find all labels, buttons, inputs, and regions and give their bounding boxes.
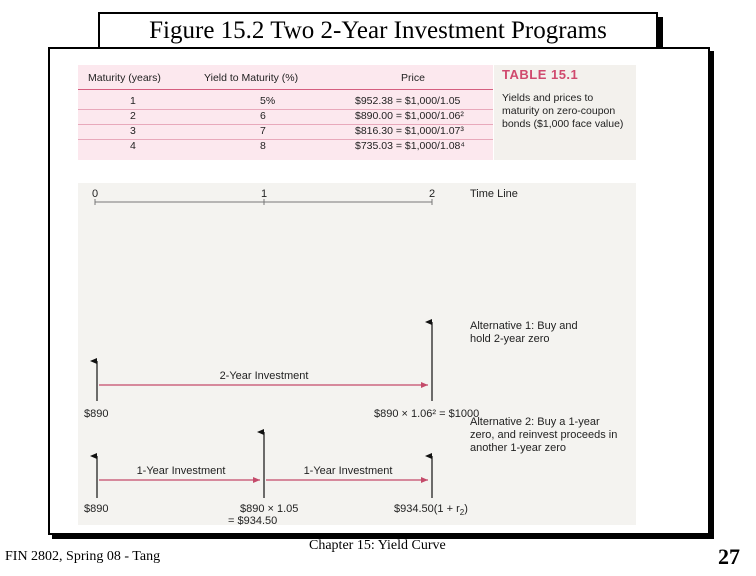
alt2-arrow2-label: 1-Year Investment [303,465,393,477]
cell-ytm: 8 [260,140,266,152]
header-ytm: Yield to Maturity (%) [204,72,299,84]
table-row [78,110,493,125]
cell-price: $735.03 = $1,000/1.08⁴ [355,140,465,152]
alt2-arrow1-label: 1-Year Investment [136,465,226,477]
footer-course: FIN 2802, Spring 08 - Tang [5,549,161,564]
table-row [78,125,493,140]
alt2-mid-value-line2: = $934.50 [228,515,278,527]
alt1-end-value: $890 × 1.06² = $1000 [374,408,480,420]
alt2-text-line1: Alternative 2: Buy a 1-year [470,416,600,428]
alt2-end-value: $934.50(1 + $r_2$) [394,503,468,517]
slide-title: Figure 15.2 Two 2-Year Investment Programs [98,12,658,50]
page-number: 27 [718,544,740,569]
alt2-mid-value-line1: $890 × 1.05 [240,503,299,515]
cell-ytm: 7 [260,125,266,137]
cell-maturity: 1 [130,95,136,107]
alt2-text-line2: zero, and reinvest proceeds in [470,429,618,441]
cell-maturity: 4 [130,140,136,152]
alt1-text-line1: Alternative 1: Buy and [470,320,578,332]
alt2-start-value: $890 [84,503,109,515]
alt1-start-value: $890 [84,408,109,420]
tick-label-1: 1 [260,188,268,200]
cell-price: $816.30 = $1,000/1.07³ [355,125,464,137]
alt1-arrow-label: 2-Year Investment [219,370,309,382]
table-row [78,140,493,154]
tick-label-0: 0 [91,188,99,200]
alt2-text-line3: another 1-year zero [470,442,566,454]
tick-label-2: 2 [428,188,436,200]
timeline-diagram [78,183,636,525]
yield-table [78,65,493,160]
footer-chapter: Chapter 15: Yield Curve [309,538,446,553]
table-caption: Yields and prices to maturity on zero-coupon bonds ($1,000 face value) [502,92,624,130]
cell-maturity: 3 [130,125,136,137]
table-caption-box [494,65,636,160]
cell-ytm: 5% [260,95,276,107]
timeline-svg [78,183,636,525]
header-price: Price [401,72,425,84]
alt1-text-line2: hold 2-year zero [470,333,550,345]
table-header [78,65,493,90]
table-row [78,95,493,110]
time-line-label: Time Line [470,188,518,200]
cell-price: $952.38 = $1,000/1.05 [355,95,461,107]
cell-ytm: 6 [260,110,266,122]
cell-price: $890.00 = $1,000/1.06² [355,110,464,122]
figure-panel [78,65,636,525]
cell-maturity: 2 [130,110,136,122]
table-label: TABLE 15.1 [502,67,579,82]
header-maturity: Maturity (years) [88,72,161,84]
